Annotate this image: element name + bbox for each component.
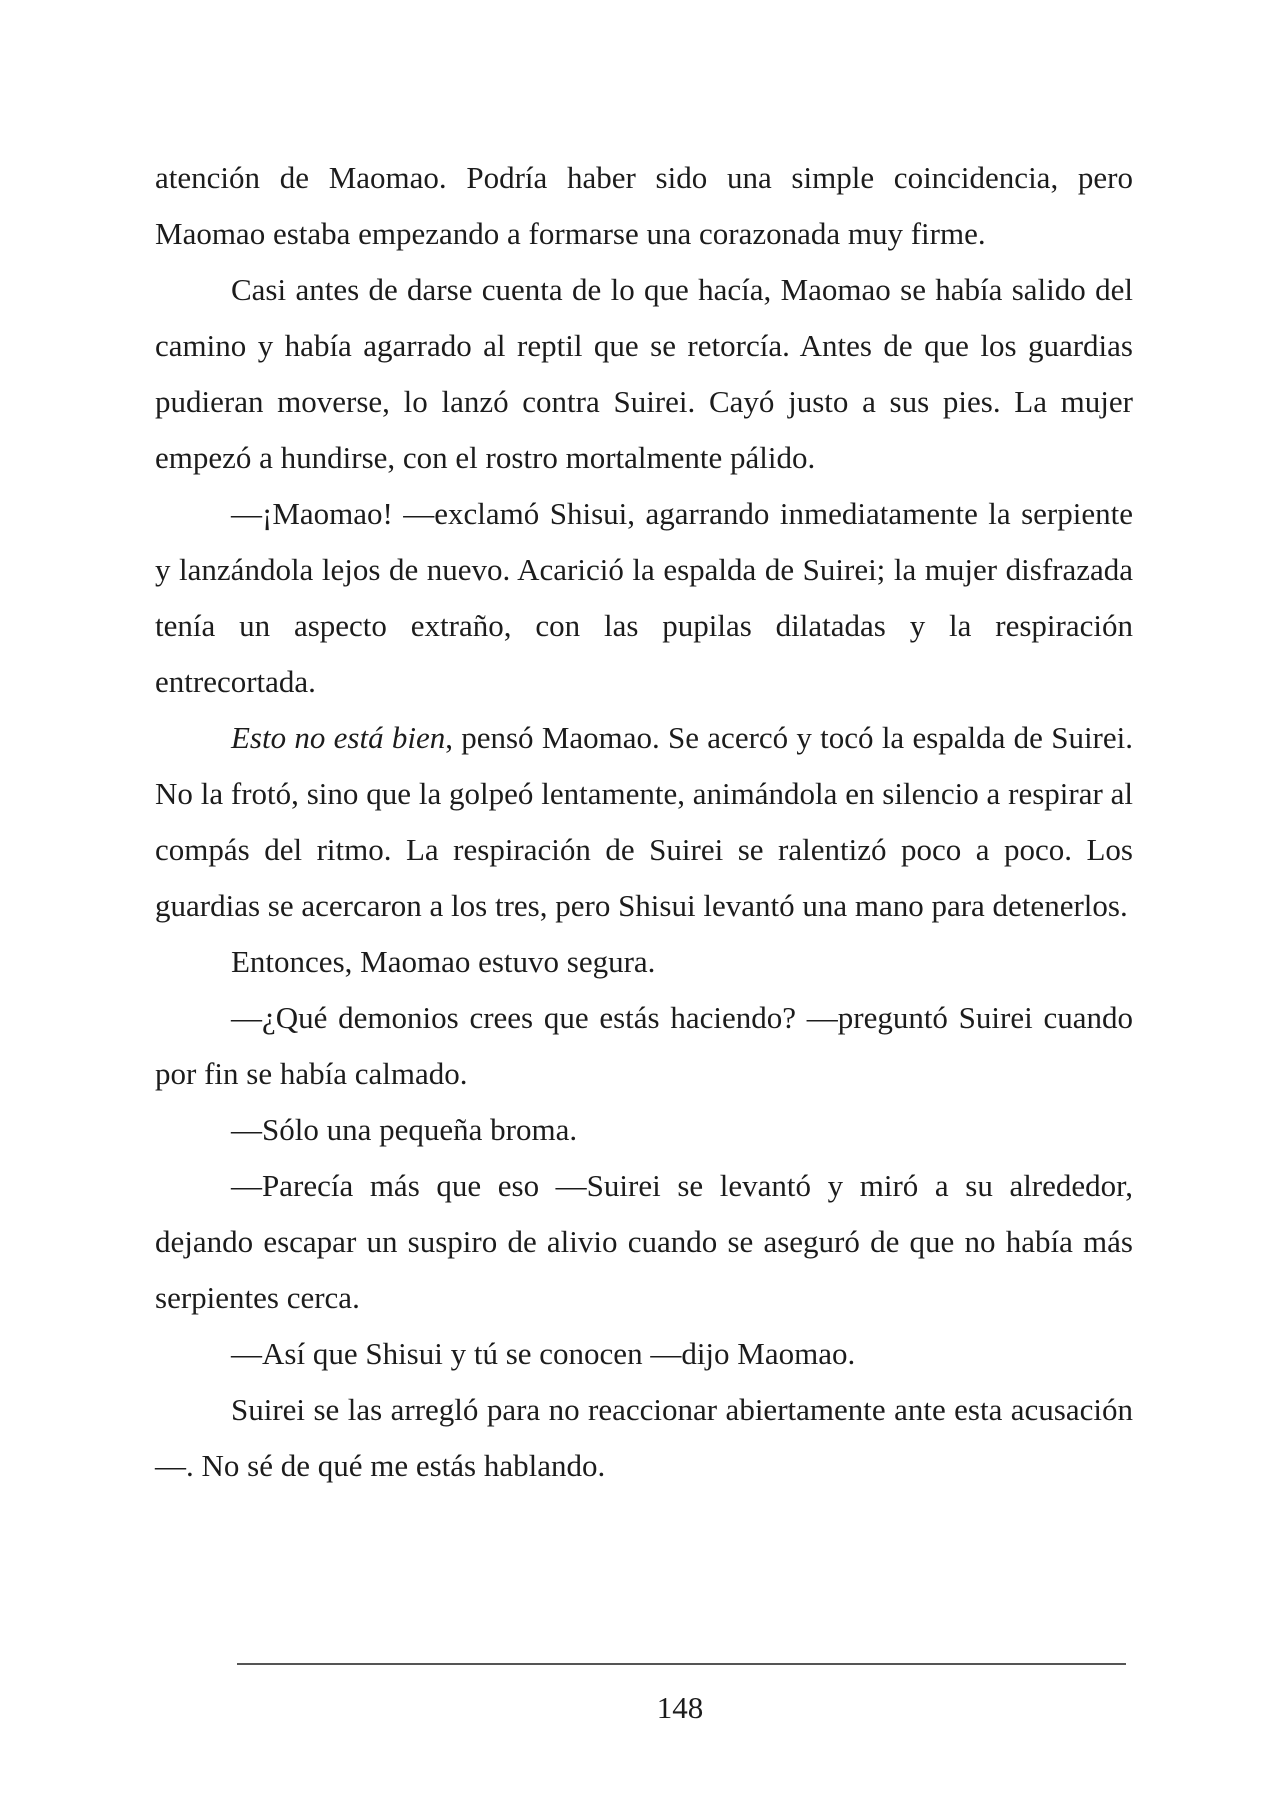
paragraph-10: Suirei se las arregló para no reaccionar abiertamente ante esta acusación—. No sé de qué me estás hablando. [155,1392,1133,1483]
paragraph-9: —Así que Shisui y tú se conocen —dijo Maomao. [231,1336,856,1371]
paragraph-4-rest: , pensó Maomao. Se acercó y tocó la espalda de Suirei. No la frotó, sino que la golpeó lentamente, animándola en silencio a respirar al compás del ritmo. La respiración de Suirei se ralentizó poco a poco. Los guardias se acercaron a los tres, pero Shisui levantó una mano para detenerlos. [155,720,1133,923]
paragraph-3: —¡Maomao! —exclamó Shisui, agarrando inmediatamente la serpiente y lanzándola lejos de nuevo. Acarició la espalda de Suirei; la mujer disfrazada tenía un aspecto extraño, con las pupilas dilatadas y la respiración entrecortada. [155,496,1133,699]
paragraph-7: —Sólo una pequeña broma. [231,1112,578,1147]
paragraph-1: atención de Maomao. Podría haber sido una simple coincidencia, pero Maomao estaba empezando a formarse una corazonada muy firme. [155,160,1133,251]
page-number: 148 [656,1690,704,1725]
footer-divider [237,1663,1126,1665]
paragraph-5: Entonces, Maomao estuvo segura. [231,944,656,979]
italic-thought: Esto no está bien [231,720,446,755]
paragraph-2: Casi antes de darse cuenta de lo que hacía, Maomao se había salido del camino y había agarrado al reptil que se retorcía. Antes de que los guardias pudieran moverse, lo lanzó contra Suirei. Cayó justo a sus pies. La mujer empezó a hundirse, con el rostro mortalmente pálido. [155,272,1133,475]
page-body [155,150,1133,1494]
paragraph-6: —¿Qué demonios crees que estás haciendo? —preguntó Suirei cuando por fin se había calmado. [155,1000,1133,1091]
paragraph-8: —Parecía más que eso —Suirei se levantó y miró a su alrededor, dejando escapar un suspiro de alivio cuando se aseguró de que no había más serpientes cerca. [155,1168,1133,1315]
paragraph-4 [155,710,1133,934]
